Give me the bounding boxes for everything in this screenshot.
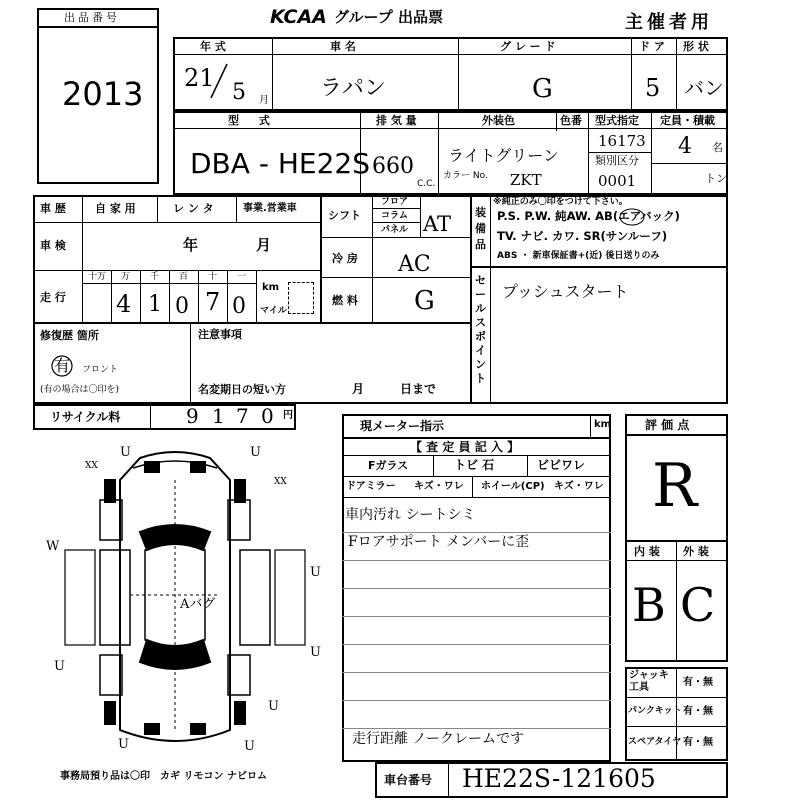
odo-div-6	[256, 271, 257, 322]
digit-header-100k: 十万	[88, 272, 107, 282]
tool-spare-tire-label: スペアタイヤ	[628, 737, 682, 747]
odometer-digit-2: 1	[148, 292, 162, 317]
meter-unit: km	[594, 419, 612, 430]
door-mirror-options: キズ・ワレ	[414, 481, 464, 492]
tool-spare-tire-options: 有・無	[683, 737, 713, 748]
mid-div-h2	[321, 277, 471, 278]
digit-header-1k: 千	[150, 272, 160, 282]
row1-div-1	[272, 37, 273, 111]
grade-value: G	[532, 74, 553, 104]
odometer-digit-4: 7	[205, 288, 221, 316]
row1-div-3	[631, 37, 632, 111]
color-no-caption: カラー No.	[443, 171, 488, 181]
diagram-mark-5: U	[250, 445, 261, 460]
interior-grade: B	[632, 578, 666, 632]
odometer-digit-3: 0	[175, 294, 189, 319]
kcaa-logo: KCAA	[270, 6, 327, 28]
shift-opt-line1	[372, 208, 420, 209]
insp-rule-3	[342, 588, 611, 589]
color-no-value: ZKT	[510, 171, 542, 189]
diagram-mark-10: U	[244, 739, 255, 754]
digit-header-10: 十	[208, 272, 218, 282]
grade-label: グ レ ー ド	[500, 40, 556, 53]
recycle-div	[150, 404, 151, 430]
insp-vline-1	[433, 455, 434, 476]
diagram-mark-4: W	[46, 539, 60, 554]
insp-line-3	[342, 497, 611, 498]
row1-div-4	[676, 37, 677, 111]
form-title: グループ 出品票	[334, 8, 444, 26]
row2-div-5	[651, 111, 652, 195]
odometer-digit-5: 0	[232, 294, 246, 319]
rating-header-line	[625, 434, 728, 436]
class-label: 類別区分	[595, 154, 639, 167]
recycle-digit-2: 1	[212, 404, 225, 428]
shape-label: 形 状	[683, 40, 709, 53]
history-option-rental: レ ン タ	[173, 202, 214, 215]
year-slash	[205, 62, 235, 102]
f-glass-label: Fガラス	[368, 459, 409, 472]
diagram-mark-3: XX	[274, 477, 287, 487]
equipment-note: ※純正のみ〇印をつけて下さい。	[493, 197, 628, 207]
glass-crack: ビビワレ	[537, 458, 586, 472]
recycle-digit-1: 9	[186, 404, 199, 428]
tool-puncture-kit-label: パンクキット	[628, 706, 682, 716]
meter-line	[342, 437, 611, 439]
organizer-copy-label: 主催者用	[625, 12, 713, 33]
shift-opt-line2	[372, 222, 420, 223]
inspector-comment-2: Fロアサポート メンバーに歪	[348, 534, 530, 550]
diagram-mark-11: U	[268, 699, 279, 714]
inspector-title: 【 査 定 員 記 入 】	[410, 440, 520, 454]
repair-note: (有の場合は〇印を)	[40, 385, 120, 395]
rating-value: R	[652, 451, 698, 521]
door-mirror-label: ドアミラー	[346, 481, 396, 492]
tool-jack-label: ジャッキ 工具	[629, 670, 669, 693]
chassis-value: HE22S-121605	[462, 764, 656, 793]
mid-div-v1	[372, 195, 373, 322]
persons-unit: 名	[712, 141, 723, 154]
shaken-label: 車 検	[40, 239, 66, 252]
inspector-comment-3: 走行距離 ノークレームです	[352, 731, 525, 747]
mid-div-v2	[470, 195, 472, 404]
repair-mark: 有	[54, 356, 71, 375]
footer-text: 事務局預り品は〇印 カギ リモコン ナビロム	[60, 771, 267, 782]
type-designation-value: 16173	[598, 132, 646, 150]
mid-div-h1	[321, 237, 471, 238]
displacement-value: 660	[372, 154, 414, 179]
equipment-line-3: ABS ・ 新車保証書+(近) 後日送りのみ	[497, 251, 660, 261]
chassis-div	[448, 762, 449, 798]
chassis-label: 車台番号	[384, 773, 433, 787]
hist-div-h3	[33, 322, 471, 324]
year-label: 年 式	[200, 40, 226, 53]
diagram-mark-9: U	[118, 737, 129, 752]
recycle-digit-3: 7	[236, 404, 249, 428]
odometer-label: 走 行	[40, 291, 66, 304]
hist-opt-div1	[157, 195, 158, 222]
row2-div-4	[588, 111, 589, 195]
history-option-business: 事業.営業車	[243, 203, 297, 214]
row2-header-line	[173, 128, 728, 129]
month-value: 5	[232, 80, 246, 105]
hist-div-h1	[33, 222, 321, 223]
diagram-mark-1: XX	[85, 461, 98, 471]
repair-mark-circle	[50, 354, 74, 378]
displacement-label: 排 気 量	[376, 114, 417, 127]
exterior-label: 外 装	[683, 545, 709, 558]
tools-line-2	[625, 726, 728, 727]
repair-location: フロント	[82, 365, 119, 375]
fuel-value: G	[414, 286, 435, 316]
wheel-label: ホイール(CP)	[481, 481, 545, 492]
aircon-value: AC	[398, 252, 431, 277]
cc-unit: C.C.	[417, 179, 436, 189]
digit-header-10k: 万	[121, 272, 131, 282]
recycle-label: リサイクル料	[50, 410, 121, 424]
digit-header-100: 百	[179, 272, 189, 282]
exterior-grade: C	[680, 578, 716, 632]
doors-value: 5	[645, 74, 661, 102]
aircon-label: 冷 房	[332, 252, 358, 265]
insp-line-1	[342, 455, 611, 456]
row2-mid-line	[588, 152, 651, 153]
exterior-color-label: 外装色	[482, 114, 515, 127]
lot-number: 2013	[62, 75, 144, 113]
shift-option-panel: パネル	[381, 225, 409, 235]
exterior-color-value: ライトグリーン	[448, 146, 559, 165]
hist-div-v2	[320, 195, 322, 322]
insp-vline-2	[527, 455, 528, 476]
recycle-yen: 円	[283, 410, 293, 421]
odo-div-1	[111, 271, 112, 322]
car-name-label: 車 名	[330, 40, 356, 53]
row2-div-2	[438, 111, 439, 195]
shift-value: AT	[423, 212, 452, 236]
row1-div-2	[458, 37, 459, 111]
odo-div-3	[169, 271, 170, 322]
insp-line-2	[342, 476, 611, 477]
equipment-side-label: 装備品	[475, 206, 486, 251]
inspector-comment-1: 車内汚れ シートシミ	[345, 507, 476, 523]
equip-hline	[471, 266, 728, 268]
rating-label: 評 価 点	[645, 418, 690, 432]
ton-unit: トン	[705, 172, 727, 185]
lot-header-divider	[37, 26, 159, 28]
hist-div-h2	[33, 270, 321, 271]
fuel-label: 燃 料	[332, 294, 358, 307]
diagram-mark-7: U	[54, 659, 65, 674]
notes-label: 注意事項	[198, 328, 242, 341]
meter-km-div	[590, 414, 591, 438]
digit-header-1: 一	[237, 272, 247, 282]
tool-jack-options: 有・無	[683, 677, 713, 688]
car-damage-diagram	[45, 440, 305, 770]
shift-option-column: コラム	[381, 211, 408, 221]
mile-label: マイル	[260, 306, 287, 316]
insp-rule-5	[342, 644, 611, 645]
row1-header-line	[173, 54, 728, 55]
year-value: 21	[184, 64, 215, 92]
shaken-year-label: 年	[183, 236, 199, 254]
insp-rule-4	[342, 616, 611, 617]
month-unit: 月	[259, 95, 269, 106]
tools-line-1	[625, 697, 728, 698]
hist-div-v1	[82, 195, 83, 322]
shift-option-floor: フロア	[381, 197, 409, 207]
name-change-label: 名変期日の短い方	[198, 383, 286, 396]
model-value: DBA - HE22S	[190, 147, 370, 180]
km-label: km	[262, 282, 280, 293]
km-mile-checkbox[interactable]	[288, 282, 314, 314]
insp-rule-7	[342, 700, 611, 701]
model-label: 型 式	[228, 114, 278, 127]
odometer-digit-1: 4	[116, 290, 132, 318]
odo-div-5	[227, 271, 228, 322]
glass-options: トビ 石	[454, 458, 495, 472]
odo-div-2	[140, 271, 141, 322]
equipment-line-2: TV. ナビ. カワ. SR(サンルーフ)	[497, 229, 668, 243]
odo-div-4	[198, 271, 199, 322]
sales-point-value: プッシュスタート	[502, 282, 629, 301]
lot-header: 出品番号	[64, 11, 120, 24]
diagram-mark-8: U	[310, 645, 321, 660]
color-no-label: 色番	[560, 114, 582, 127]
car-name-value: ラパン	[320, 76, 387, 101]
history-option-private: 自 家 用	[95, 202, 136, 215]
wheel-options: キズ・ワレ	[554, 481, 604, 492]
history-label: 車 歴	[40, 202, 66, 215]
sales-point-side-label: セールスポイント	[475, 274, 486, 385]
name-change-day: 日まで	[400, 382, 437, 396]
insp-rule-2	[342, 560, 611, 561]
diagram-mark-2: U	[120, 445, 131, 460]
equip-circle-ab	[618, 208, 658, 228]
interior-label: 内 装	[634, 545, 660, 558]
repair-div	[190, 324, 191, 404]
row2-cap-line	[651, 163, 728, 164]
meter-label: 現メーター指示	[360, 419, 445, 433]
tool-puncture-kit-options: 有・無	[683, 706, 713, 717]
shift-label: シフト	[328, 209, 361, 222]
insp-vline-3	[472, 476, 473, 497]
shape-value: バン	[684, 76, 724, 100]
name-change-month: 月	[352, 382, 365, 396]
repair-label: 修復歴 箇所	[40, 329, 99, 342]
shaken-month-label: 月	[256, 236, 272, 254]
capacity-value: 4	[678, 134, 692, 159]
insp-rule-8	[342, 728, 611, 729]
diagram-mark-6: U	[310, 565, 321, 580]
doors-label: ド ア	[639, 40, 665, 53]
insp-rule-6	[342, 672, 611, 673]
recycle-digit-4: 0	[261, 404, 274, 428]
equipment-line-1: P.S. P.W. 純AW. AB(エアバック)	[497, 209, 680, 223]
rating-sub-div	[676, 540, 677, 662]
diagram-center-note: Aバグ	[180, 597, 216, 612]
class-value: 0001	[598, 172, 637, 190]
equip-vline	[490, 195, 491, 404]
row2-div-3	[556, 111, 557, 131]
hist-opt-div2	[236, 195, 237, 222]
type-designation-label: 型式指定	[595, 114, 639, 127]
insp-rule-1	[342, 532, 611, 533]
capacity-label: 定員・積載	[660, 114, 715, 127]
shift-opt-vline	[420, 195, 421, 237]
